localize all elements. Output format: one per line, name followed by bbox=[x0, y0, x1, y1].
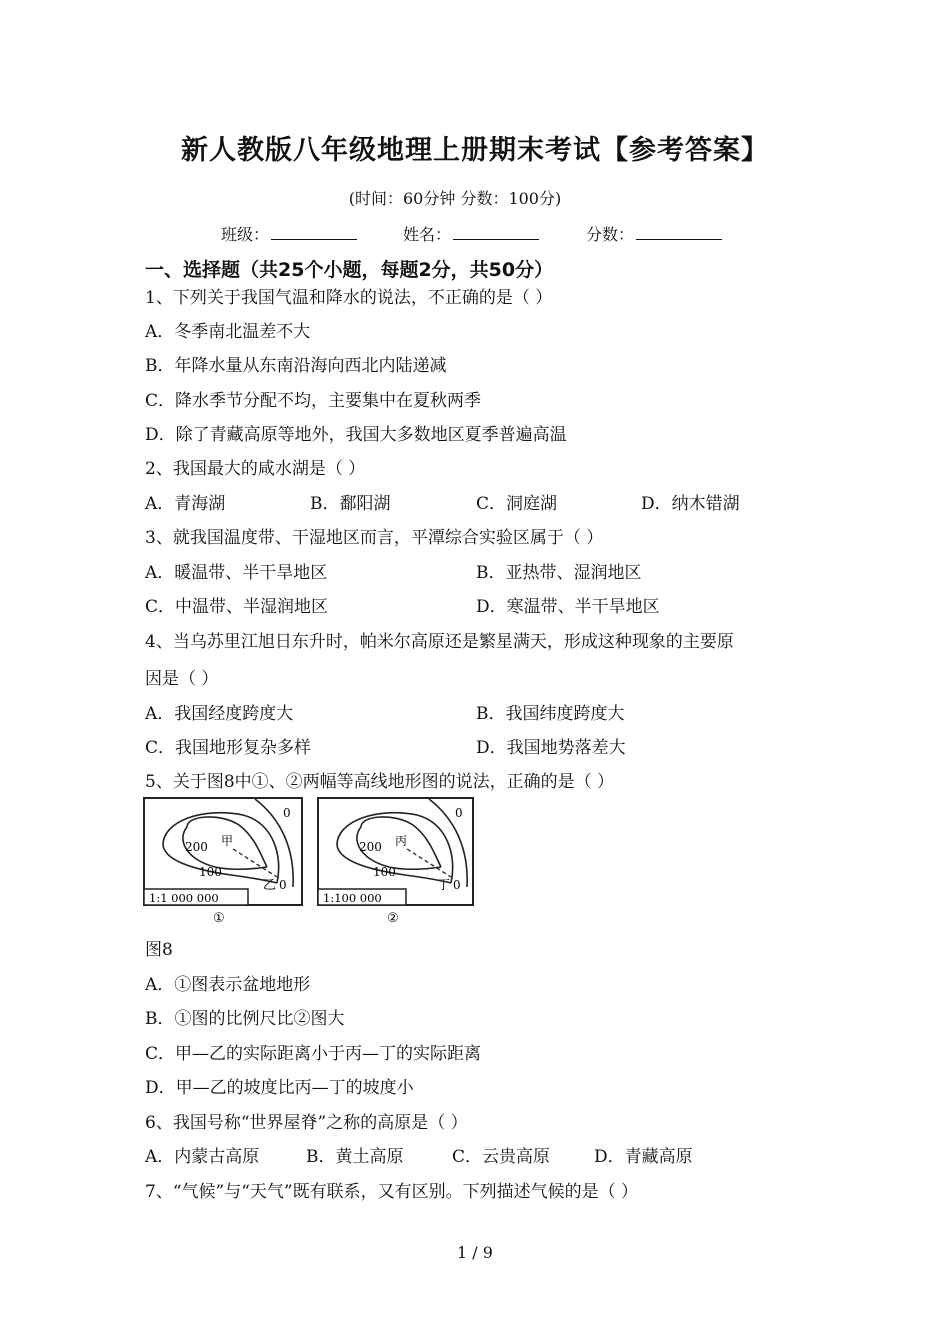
map2-label-0-bottom: 0 bbox=[453, 878, 461, 892]
q5-option-d: D．甲—乙的坡度比丙—丁的坡度小 bbox=[145, 1078, 414, 1098]
q6-option-b: B．黄土高原 bbox=[306, 1147, 404, 1167]
map1-scale: 1:1 000 000 bbox=[149, 891, 219, 905]
exam-time-score: (时间：60分钟 分数：100分) bbox=[348, 189, 562, 208]
map2-number: ② bbox=[387, 911, 399, 926]
contour-map-1 bbox=[143, 797, 305, 927]
q3-option-d: D．寒温带、半干旱地区 bbox=[476, 597, 660, 617]
q4-stem-line2: 因是（ ） bbox=[145, 669, 219, 689]
q2-stem: 2、我国最大的咸水湖是（ ） bbox=[145, 459, 366, 479]
page-title: 新人教版八年级地理上册期末考试【参考答案】 bbox=[181, 135, 769, 166]
figure-caption: 图8 bbox=[145, 940, 173, 960]
q3-option-a: A．暖温带、半干旱地区 bbox=[145, 563, 328, 583]
name-field bbox=[403, 222, 539, 245]
map1-label-0-bottom: 0 bbox=[279, 878, 287, 892]
score-blank bbox=[636, 225, 722, 240]
q5-option-c: C．甲—乙的实际距离小于丙—丁的实际距离 bbox=[145, 1044, 482, 1064]
section-heading: 一、选择题（共25个小题，每题2分，共50分） bbox=[145, 259, 554, 281]
q2-option-b: B．鄱阳湖 bbox=[310, 494, 391, 514]
q6-option-a: A．内蒙古高原 bbox=[145, 1147, 260, 1167]
class-blank bbox=[271, 225, 357, 240]
q2-option-c: C．洞庭湖 bbox=[476, 494, 558, 514]
q4-stem-line1: 4、当乌苏里江旭日东升时，帕米尔高原还是繁星满天，形成这种现象的主要原 bbox=[145, 632, 734, 652]
q1-option-a: A．冬季南北温差不大 bbox=[145, 322, 311, 342]
map2-label-200: 200 bbox=[359, 840, 382, 854]
q6-stem: 6、我国号称“世界屋脊”之称的高原是（ ） bbox=[145, 1113, 468, 1133]
q3-option-b: B．亚热带、湿润地区 bbox=[476, 563, 642, 583]
q4-option-a: A．我国经度跨度大 bbox=[145, 704, 294, 724]
q4-option-b: B．我国纬度跨度大 bbox=[476, 704, 625, 724]
map1-point-yi: 乙 bbox=[263, 878, 277, 893]
q6-option-d: D．青藏高原 bbox=[594, 1147, 693, 1167]
map2-point-ding: 丁 bbox=[437, 878, 451, 893]
contour-map-2 bbox=[317, 797, 479, 927]
q1-option-d: D．除了青藏高原等地外，我国大多数地区夏季普遍高温 bbox=[145, 425, 567, 445]
map1-point-jia: 甲 bbox=[221, 834, 234, 848]
class-field bbox=[221, 222, 357, 245]
q1-option-b: B．年降水量从东南沿海向西北内陆递减 bbox=[145, 356, 447, 376]
name-label: 姓名： bbox=[403, 225, 452, 244]
class-label: 班级： bbox=[221, 225, 270, 244]
q7-stem: 7、“气候”与“天气”既有联系，又有区别。下列描述气候的是（ ） bbox=[145, 1182, 638, 1202]
q3-option-c: C．中温带、半湿润地区 bbox=[145, 597, 329, 617]
q6-option-c: C．云贵高原 bbox=[452, 1147, 551, 1167]
q1-stem: 1、下列关于我国气温和降水的说法，不正确的是（ ） bbox=[145, 288, 553, 308]
q5-option-b: B．①图的比例尺比②图大 bbox=[145, 1009, 345, 1029]
name-blank bbox=[453, 225, 539, 240]
q5-stem: 5、关于图8中①、②两幅等高线地形图的说法，正确的是（ ） bbox=[145, 772, 615, 792]
map1-label-100: 100 bbox=[199, 865, 222, 879]
map1-label-200: 200 bbox=[185, 840, 208, 854]
map1-number: ① bbox=[213, 911, 225, 926]
q2-option-d: D．纳木错湖 bbox=[641, 494, 740, 514]
q3-stem: 3、就我国温度带、干湿地区而言，平潭综合实验区属于（ ） bbox=[145, 528, 604, 548]
map2-label-0-top: 0 bbox=[455, 806, 463, 820]
map2-point-bing: 丙 bbox=[395, 834, 408, 848]
map2-label-100: 100 bbox=[373, 865, 396, 879]
q1-option-c: C．降水季节分配不均，主要集中在夏秋两季 bbox=[145, 391, 482, 411]
score-field bbox=[586, 222, 722, 245]
map1-label-0-top: 0 bbox=[283, 806, 291, 820]
map2-scale: 1:100 000 bbox=[323, 891, 382, 905]
score-label: 分数： bbox=[586, 225, 635, 244]
page-number: 1 / 9 bbox=[457, 1243, 493, 1262]
q2-option-a: A．青海湖 bbox=[145, 494, 226, 514]
q4-option-d: D．我国地势落差大 bbox=[476, 738, 626, 758]
q5-option-a: A．①图表示盆地地形 bbox=[145, 975, 311, 995]
map1-profile-line bbox=[233, 849, 277, 877]
map2-profile-line bbox=[407, 849, 451, 877]
q4-option-c: C．我国地形复杂多样 bbox=[145, 738, 312, 758]
